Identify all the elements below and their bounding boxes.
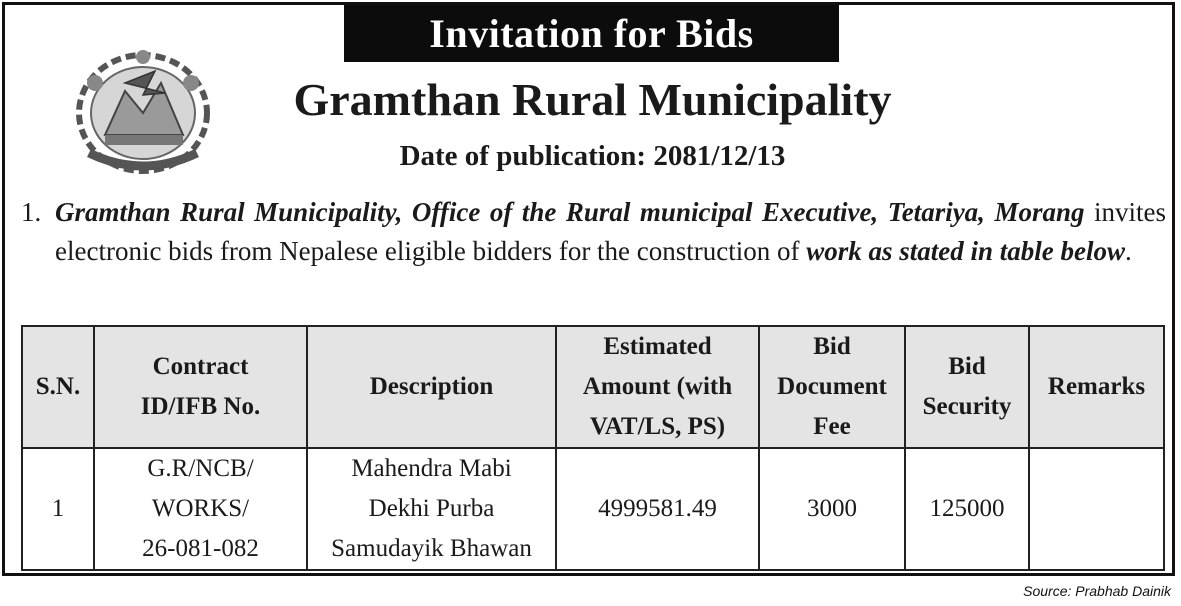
paragraph-text: invites electronic bids from Nepalese eligible bidders for the construction of bbox=[55, 197, 1166, 266]
paragraph-end: . bbox=[1125, 236, 1132, 266]
cell-remarks bbox=[1029, 448, 1164, 570]
notice-paragraph bbox=[21, 193, 1166, 271]
paragraph-number: 1. bbox=[21, 197, 42, 227]
header-bid-document-fee: Bid Document Fee bbox=[759, 326, 905, 448]
banner-title: Invitation for Bids bbox=[429, 11, 754, 56]
bids-table bbox=[21, 325, 1165, 571]
organization-name: Gramthan Rural Municipality bbox=[293, 74, 892, 125]
cell-bid-security: 125000 bbox=[905, 448, 1029, 570]
cell-description: Mahendra Mabi Dekhi Purba Samudayik Bhawan bbox=[307, 448, 556, 570]
table-header-row bbox=[22, 326, 1164, 448]
source-credit: Source: Prabhab Dainik bbox=[1023, 583, 1171, 599]
cell-estimated-amount: 4999581.49 bbox=[556, 448, 759, 570]
header-bid-security: Bid Security bbox=[905, 326, 1029, 448]
cell-bid-document-fee: 3000 bbox=[759, 448, 905, 570]
header-description: Description bbox=[307, 326, 556, 448]
header-remarks: Remarks bbox=[1029, 326, 1164, 448]
cell-contract-id: G.R/NCB/ WORKS/ 26-081-082 bbox=[94, 448, 307, 570]
publication-date: Date of publication: 2081/12/13 bbox=[399, 140, 786, 172]
notice-frame bbox=[2, 2, 1175, 576]
cell-sn: 1 bbox=[22, 448, 94, 570]
header-sn: S.N. bbox=[22, 326, 94, 448]
work-reference: work as stated in table below bbox=[806, 236, 1126, 266]
table-row bbox=[22, 448, 1164, 570]
paragraph-body bbox=[55, 193, 1166, 271]
nepal-emblem-icon bbox=[65, 43, 221, 177]
header-estimated-amount: Estimated Amount (with VAT/LS, PS) bbox=[556, 326, 759, 448]
header-contract-id: Contract ID/IFB No. bbox=[94, 326, 307, 448]
office-name: Gramthan Rural Municipality, Office of the Rural municipal Executive, Tetariya, Morang bbox=[55, 197, 1085, 227]
notice-banner bbox=[344, 5, 839, 62]
